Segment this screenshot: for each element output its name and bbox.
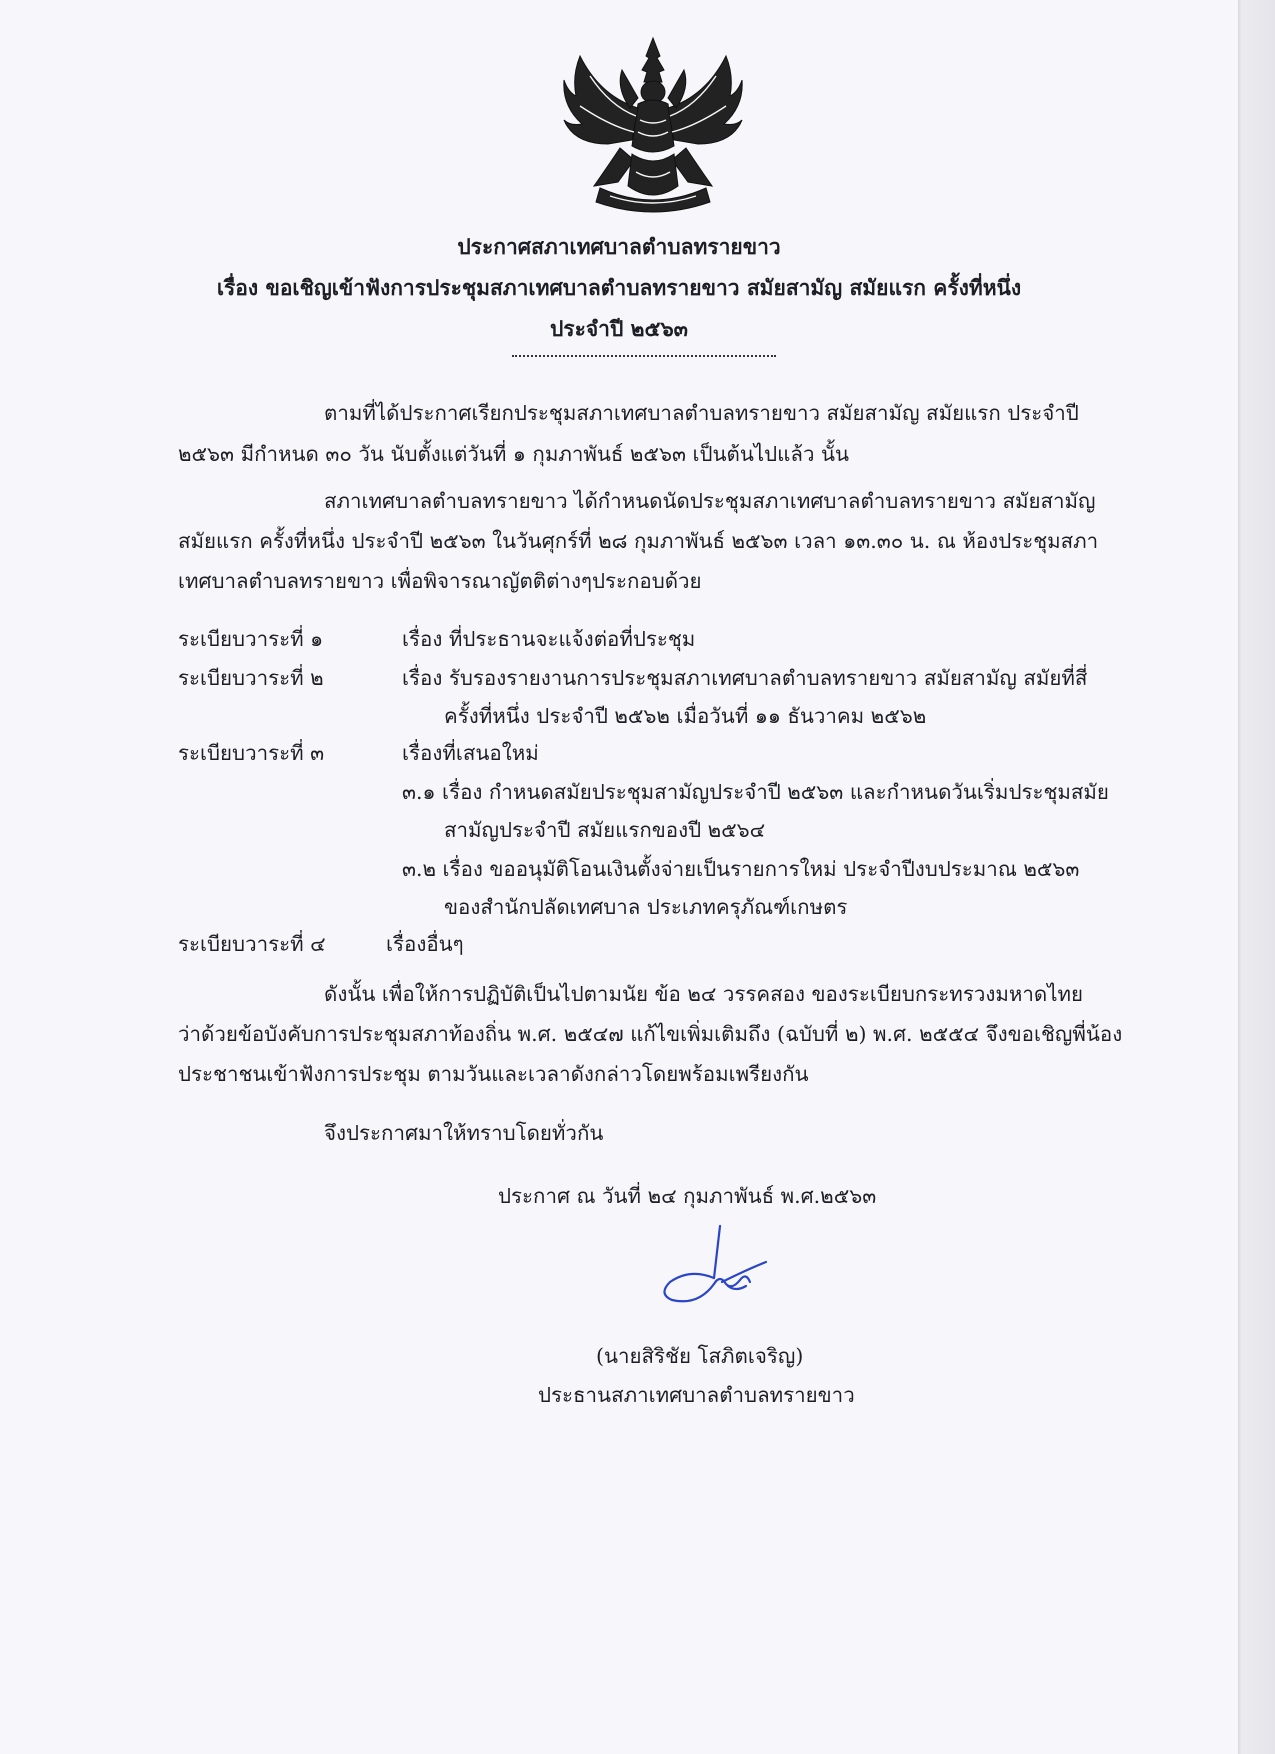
agenda-3-1-line-1: ๓.๑ เรื่อง กำหนดสมัยประชุมสามัญประจำปี ๒๕๖๓ และกำหนดวันเริ่มประชุมสมัย <box>402 780 1109 804</box>
paragraph-1-line-2: ๒๕๖๓ มีกำหนด ๓๐ วัน นับตั้งแต่วันที่ ๑ กุมภาพันธ์ ๒๕๖๓ เป็นต้นไปแล้ว นั้น <box>178 442 849 466</box>
garuda-emblem-icon <box>560 36 746 218</box>
agenda-4-text: เรื่องอื่นๆ <box>386 932 464 956</box>
agenda-3-2-line-2: ของสำนักปลัดเทศบาล ประเภทครุภัณฑ์เกษตร <box>444 895 848 919</box>
paragraph-2-line-1: สภาเทศบาลตำบลทรายขาว ได้กำหนดนัดประชุมสภาเทศบาลตำบลทรายขาว สมัยสามัญ <box>324 489 1096 513</box>
agenda-2-text-line-1: เรื่อง รับรองรายงานการประชุมสภาเทศบาลตำบลทรายขาว สมัยสามัญ สมัยที่สี่ <box>402 666 1088 690</box>
page-edge <box>1238 0 1275 1754</box>
paragraph-3-line-1: ดังนั้น เพื่อให้การปฏิบัติเป็นไปตามนัย ข้อ ๒๔ วรรคสอง ของระเบียบกระทรวงมหาดไทย <box>324 982 1084 1006</box>
agenda-2-number: ระเบียบวาระที่ ๒ <box>178 666 324 690</box>
agenda-3-2-line-1: ๓.๒ เรื่อง ขออนุมัติโอนเงินตั้งจ่ายเป็นรายการใหม่ ประจำปีงบประมาณ ๒๕๖๓ <box>402 857 1080 881</box>
paragraph-3-line-2: ว่าด้วยข้อบังคับการประชุมสภาท้องถิ่น พ.ศ. ๒๕๔๗ แก้ไขเพิ่มเติมถึง (ฉบับที่ ๒) พ.ศ. ๒๕๕๔ จึงขอเชิญพี่น้อง <box>178 1022 1123 1046</box>
announcement-title: ประกาศสภาเทศบาลตำบลทรายขาว <box>457 234 781 259</box>
announcement-date: ประกาศ ณ วันที่ ๒๔ กุมภาพันธ์ พ.ศ.๒๕๖๓ <box>498 1184 877 1208</box>
agenda-1-number: ระเบียบวาระที่ ๑ <box>178 627 324 651</box>
agenda-3-text: เรื่องที่เสนอใหม่ <box>402 741 539 765</box>
agenda-1-text: เรื่อง ที่ประธานจะแจ้งต่อที่ประชุม <box>402 627 696 651</box>
announcement-year: ประจำปี ๒๕๖๓ <box>549 316 689 341</box>
signatory-name: (นายสิริชัย โสภิตเจริญ) <box>596 1344 804 1368</box>
announcement-subject: เรื่อง ขอเชิญเข้าฟังการประชุมสภาเทศบาลตำบลทรายขาว สมัยสามัญ สมัยแรก ครั้งที่หนึ่ง <box>216 275 1022 300</box>
notice-line: จึงประกาศมาให้ทราบโดยทั่วกัน <box>324 1121 604 1145</box>
paragraph-3-line-3: ประชาชนเข้าฟังการประชุม ตามวันและเวลาดังกล่าวโดยพร้อมเพรียงกัน <box>178 1062 809 1086</box>
signatory-position: ประธานสภาเทศบาลตำบลทรายขาว <box>538 1383 855 1407</box>
agenda-2-text-line-2: ครั้งที่หนึ่ง ประจำปี ๒๕๖๒ เมื่อวันที่ ๑๑ ธันวาคม ๒๕๖๒ <box>444 704 927 728</box>
agenda-3-1-line-2: สามัญประจำปี สมัยแรกของปี ๒๕๖๔ <box>444 818 766 842</box>
paragraph-1-line-1: ตามที่ได้ประกาศเรียกประชุมสภาเทศบาลตำบลทรายขาว สมัยสามัญ สมัยแรก ประจำปี <box>324 401 1079 425</box>
signature-scribble <box>650 1220 790 1320</box>
dotted-divider <box>512 355 776 357</box>
agenda-4-number: ระเบียบวาระที่ ๔ <box>178 932 326 956</box>
paragraph-2-line-2: สมัยแรก ครั้งที่หนึ่ง ประจำปี ๒๕๖๓ ในวันศุกร์ที่ ๒๘ กุมภาพันธ์ ๒๕๖๓ เวลา ๑๓.๓๐ น. ณ ห้องประชุมสภา <box>178 529 1099 553</box>
agenda-3-number: ระเบียบวาระที่ ๓ <box>178 741 325 765</box>
paragraph-2-line-3: เทศบาลตำบลทรายขาว เพื่อพิจารณาญัตติต่างๆประกอบด้วย <box>178 569 702 593</box>
